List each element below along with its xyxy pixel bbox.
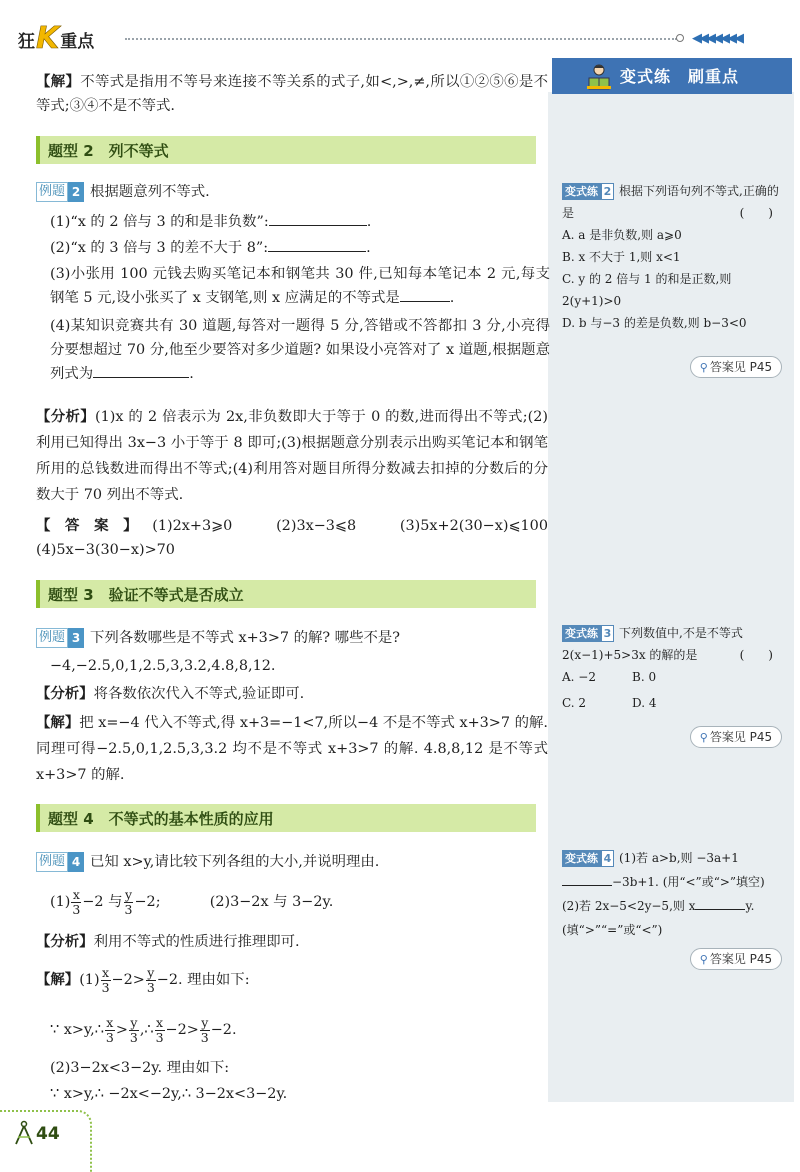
example-label: 例题	[36, 852, 68, 872]
answer-ref-badge[interactable]	[690, 948, 782, 970]
section-title-2: 题型 2 列不等式	[48, 142, 169, 160]
example-2-answer	[36, 514, 563, 562]
header-rule-end-dot	[676, 34, 684, 42]
analysis-tag: 【分析】	[36, 934, 94, 950]
denominator: 3	[105, 1029, 114, 1045]
sol1-label: (1)	[79, 972, 100, 988]
q2-text: (2)“x 的 3 倍与 3 的差不大于 8”:	[50, 240, 269, 256]
variant-4	[562, 846, 787, 942]
numerator: y	[147, 964, 155, 980]
variant-4-line-1	[562, 846, 787, 870]
example-2-q3	[50, 262, 550, 310]
answer-ref-text: 答案见 P45	[709, 730, 773, 744]
answer-ref-badge[interactable]	[690, 726, 782, 748]
example-3-solution	[36, 710, 548, 788]
option-a: A. a 是非负数,则 a⩾0	[562, 228, 682, 242]
solution-tag: 【解】	[36, 972, 80, 988]
student-reading-icon	[586, 63, 612, 91]
sol1-mid: −2>	[111, 972, 145, 988]
example-4-analysis	[36, 930, 548, 954]
variant-number: 4	[601, 850, 614, 867]
denominator: 3	[155, 1029, 164, 1045]
example-3-text: 下列各数哪些是不等式 x+3>7 的解? 哪些不是?	[90, 630, 400, 646]
option-c: C. 2	[562, 696, 587, 710]
section-title-3: 题型 3 验证不等式是否成立	[48, 586, 244, 604]
example-2-q2	[50, 236, 550, 260]
side-banner	[552, 58, 792, 94]
example-number: 3	[68, 628, 84, 648]
page-number: 44	[36, 1124, 60, 1144]
answer-ref-text: 答案见 P45	[709, 952, 773, 966]
numerator: y	[130, 1014, 138, 1030]
sol1-end: −2. 理由如下:	[156, 972, 250, 988]
step1-b: >	[115, 1022, 128, 1038]
variant-2-text: 根据下列语句列不等式,正确的是	[562, 184, 779, 220]
answer-blank	[695, 896, 745, 910]
denominator: 3	[146, 979, 155, 995]
analysis-tag: 【分析】	[36, 409, 95, 425]
numerator: y	[124, 886, 133, 902]
option-d: D. 4	[632, 696, 657, 710]
answer-paren: ( )	[739, 648, 773, 662]
example-label: 例题	[36, 182, 68, 202]
step1-c: ,∴	[139, 1022, 154, 1038]
example-2-text: 根据题意列不等式.	[90, 184, 210, 200]
analysis-text: 将各数依次代入不等式,验证即可.	[93, 686, 305, 702]
pin-icon: ⚲	[699, 953, 708, 966]
header-dotted-rule	[125, 38, 677, 40]
fraction-y-over-3	[124, 888, 134, 917]
analysis-tag: 【分析】	[36, 686, 94, 702]
pin-icon: ⚲	[699, 731, 708, 744]
answer-ref-text: 答案见 P45	[709, 360, 773, 374]
page-header	[0, 0, 800, 56]
variant-number: 2	[601, 183, 614, 200]
denominator: 3	[200, 1029, 209, 1045]
solution-tag: 【解】	[36, 74, 81, 90]
options-row-2	[562, 692, 787, 714]
denominator: 3	[129, 1029, 138, 1045]
logo-part2: 重点	[60, 32, 95, 52]
values-text: −4,−2.5,0,1,2.5,3,3.2,4.8,8,12.	[50, 658, 276, 674]
variant-2	[562, 180, 787, 334]
variant-3-stem	[562, 622, 787, 666]
analysis-text: 利用不等式的性质进行推理即可.	[93, 934, 300, 950]
fraction-x-over-3	[71, 888, 81, 917]
numerator: x	[102, 964, 110, 980]
q1-text: (1)“x 的 2 倍与 3 的和是非负数”:	[50, 214, 269, 230]
denominator: 3	[101, 979, 110, 995]
pin-icon: ⚲	[699, 361, 708, 374]
variant-4-text-2: −3b+1. (用“<”或“>”填空)	[612, 875, 765, 889]
numerator: x	[72, 886, 80, 902]
q3-text: (3)小张用 100 元钱去购买笔记本和钢笔共 30 件,已知每本笔记本 2 元,每支钢笔 5 元,设小张买了 x 支钢笔,则 x 应满足的不等式是	[50, 266, 550, 306]
example-3-values	[50, 654, 550, 678]
answer-blank	[93, 362, 189, 378]
example-label: 例题	[36, 628, 68, 648]
variant-4-text-4: (填“>”“=”或“<”)	[562, 923, 663, 937]
intro-text: 不等式是指用不等号来连接不等关系的式子,如<,>,≠,所以①②⑤⑥是不等式;③④不是不等式.	[36, 74, 548, 114]
option-a: A. −2	[562, 670, 596, 684]
q1-label: (1)	[50, 894, 71, 910]
fraction-x-over-3	[155, 1016, 165, 1045]
answer-ref-badge[interactable]	[690, 356, 782, 378]
compass-icon	[12, 1120, 36, 1146]
example-2-stem	[36, 180, 548, 204]
example-2-q1	[50, 210, 550, 234]
fraction-x-over-3	[105, 1016, 115, 1045]
numerator: y	[201, 1014, 209, 1030]
option-b: B. 0	[632, 670, 657, 684]
answer-blank	[400, 286, 450, 302]
q3-end: .	[449, 290, 455, 306]
answer-text: (1)2x+3⩾0 (2)3x−3⩽8 (3)5x+2(30−x)⩽100 (4)5x−3(30−x)>70	[36, 518, 563, 558]
denominator: 3	[124, 901, 133, 917]
options-row-1	[562, 666, 787, 688]
answer-blank	[562, 872, 612, 886]
option-b: B. x 不大于 1,则 x<1	[562, 250, 681, 264]
variant-4-line-2	[562, 870, 787, 894]
numerator: x	[156, 1014, 164, 1030]
fraction-y-over-3	[146, 966, 156, 995]
option-d: D. b 与−3 的差是负数,则 b−3<0	[562, 316, 747, 330]
example-4-step-1	[50, 1012, 550, 1048]
section-header-4	[36, 804, 536, 832]
q4-text: (4)某知识竞赛共有 30 道题,每答对一题得 5 分,答错或不答都扣 3 分,小亮得分要想超过 70 分,他至少要答对多少道题? 如果设小亮答对了 x 道题,根据题意列式为	[50, 318, 550, 382]
section-title-4: 题型 4 不等式的基本性质的应用	[48, 810, 274, 828]
analysis-text: (1)x 的 2 倍表示为 2x,非负数即大于等于 0 的数,进而得出不等式;(2)利用已知得出 3x−3 小于等于 8 即可;(3)根据题意分别表示出购买笔记本和钢笔所用的总钱数进而得出不等式;(4)利用答对题目所得分数减去扣掉的分数后的分数大于 70 列出不等式.	[36, 409, 548, 503]
fraction-x-over-3	[101, 966, 111, 995]
variant-4-line-3	[562, 894, 787, 918]
variant-number: 3	[601, 625, 614, 642]
example-3-stem	[36, 626, 548, 650]
solution-text: 把 x=−4 代入不等式,得 x+3=−1<7,所以−4 不是不等式 x+3>7 的解. 同理可得−2.5,0,1,2.5,3,3.2 均不是不等式 x+3>7 的解. 4.8,8,12 是不等式 x+3>7 的解.	[36, 715, 548, 783]
side-banner-title: 变式练 刷重点	[620, 67, 740, 86]
step1-d: −2>	[165, 1022, 199, 1038]
variant-label: 变式练	[562, 183, 601, 200]
q2-text: (2)3−2x 与 3−2y.	[209, 894, 334, 910]
logo-k: K	[36, 21, 60, 56]
variant-3	[562, 622, 787, 714]
answer-paren: ( )	[739, 206, 773, 220]
example-2-q4	[50, 314, 550, 386]
fraction-y-over-3	[200, 1016, 210, 1045]
variant-label: 变式练	[562, 850, 601, 867]
example-3-analysis	[36, 682, 548, 706]
step1-a: ∵ x>y,∴	[50, 1022, 104, 1038]
variant-label: 变式练	[562, 625, 601, 642]
example-4-stem	[36, 850, 548, 874]
example-number: 2	[68, 182, 84, 202]
sol2-text: (2)3−2x<3−2y. 理由如下:	[50, 1060, 230, 1076]
example-4-step-2	[50, 1082, 550, 1106]
variant-4-text-3a: (2)若 2x−5<2y−5,则 x	[562, 899, 696, 913]
logo-part1: 狂	[18, 32, 35, 52]
example-4-questions	[50, 884, 550, 920]
example-4-solution-1	[36, 962, 548, 998]
q1-end: .	[366, 214, 372, 230]
intro-paragraph	[36, 70, 548, 118]
q1-end: −2;	[134, 894, 161, 910]
arrow-decoration-icon: ◀◀◀◀◀◀◀	[692, 31, 741, 46]
variant-2-stem	[562, 180, 787, 224]
variant-4-text-3b: y.	[745, 899, 755, 913]
numerator: x	[106, 1014, 114, 1030]
solution-tag: 【解】	[36, 715, 80, 731]
q1-mid: −2 与	[82, 894, 123, 910]
fraction-y-over-3	[129, 1016, 139, 1045]
section-header-2	[36, 136, 536, 164]
variant-3-text: 下列数值中,不是不等式 2(x−1)+5>3x 的解的是	[562, 626, 743, 662]
answer-blank	[268, 236, 366, 252]
answer-blank	[269, 210, 367, 226]
book-logo	[18, 21, 95, 56]
step2-text: ∵ x>y,∴ −2x<−2y,∴ 3−2x<3−2y.	[50, 1086, 288, 1102]
example-number: 4	[68, 852, 84, 872]
example-4-solution-2	[50, 1056, 550, 1080]
example-4-text: 已知 x>y,请比较下列各组的大小,并说明理由.	[90, 854, 380, 870]
answer-tag: 【答案】	[36, 518, 153, 534]
example-2-analysis	[36, 404, 548, 508]
q4-end: .	[189, 366, 194, 382]
variant-4-text-1: (1)若 a>b,则 −3a+1	[619, 851, 739, 865]
option-c: C. y 的 2 倍与 1 的和是正数,则 2(y+1)>0	[562, 272, 732, 308]
step1-e: −2.	[210, 1022, 237, 1038]
section-header-3	[36, 580, 536, 608]
q2-end: .	[366, 240, 371, 256]
denominator: 3	[72, 901, 81, 917]
